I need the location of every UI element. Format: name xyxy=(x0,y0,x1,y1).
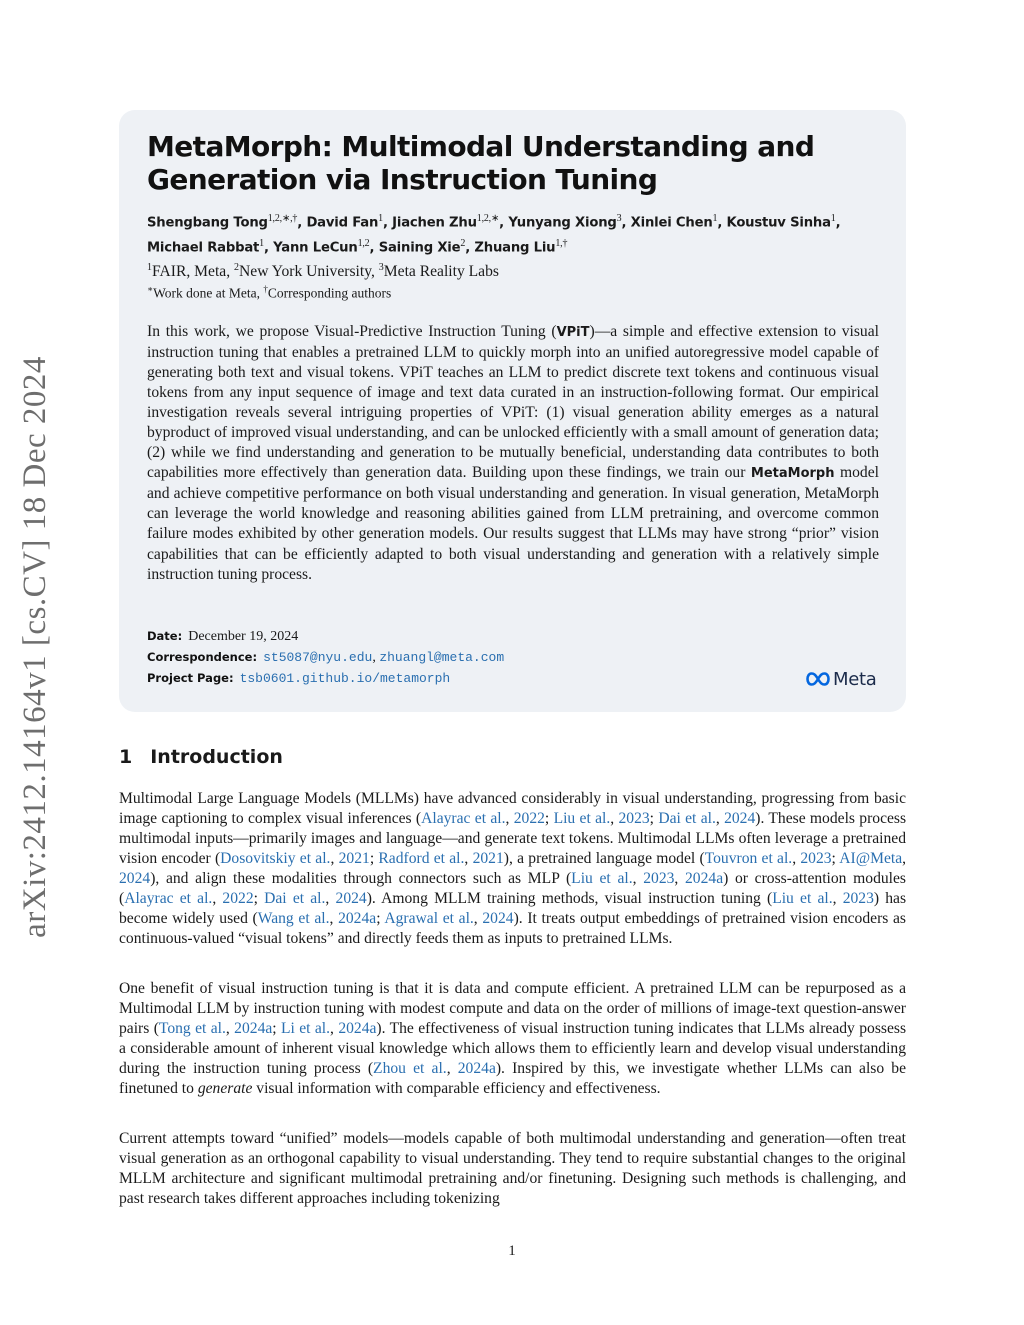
author-list: Shengbang Tong$^{1,2,∗,\dagger}$, David Fan$^1$, Jiachen Zhu$^{1,2,∗}$, Yunyang Xiong$^3$, Xinlei Chen$^1$, Koustuv Sinha$^1$, Michael Rabbat$^1$, Yann LeCun$^{1,2}$, Saining Xie$^2$, Zhuang Liu$^{1,\dagger}$ xyxy=(147,213,841,256)
paper-title: MetaMorph: Multimodal Understanding and Generation via Instruction Tuning xyxy=(147,130,815,196)
author-name: David Fan xyxy=(306,215,379,231)
author-name: Zhuang Liu xyxy=(474,240,556,256)
email-link-2[interactable]: zhuangl@meta.com xyxy=(379,650,505,665)
citation-link[interactable]: 2022 xyxy=(513,810,545,828)
author-affiliation-mark: 1,2 xyxy=(357,238,370,250)
citation-link[interactable]: Dai et al. xyxy=(264,890,326,908)
citation-link[interactable]: 2024a xyxy=(457,1060,496,1078)
author-notes: ∗Work done at Meta, †Corresponding authors xyxy=(147,284,392,301)
citation-link[interactable]: Dai et al. xyxy=(658,810,716,828)
vpit-term: VPiT xyxy=(556,325,590,340)
affiliation-mark: 3 xyxy=(378,262,384,273)
citation-link[interactable]: Liu et al. xyxy=(571,870,633,888)
citation-link[interactable]: Dosovitskiy et al. xyxy=(220,850,331,868)
citation-link[interactable]: Alayrac et al. xyxy=(421,810,506,828)
section-title: Introduction xyxy=(150,746,283,768)
meta-infinity-icon xyxy=(806,672,830,686)
citation-link[interactable]: 2021 xyxy=(338,850,370,868)
correspondence-row: Correspondence: st5087@nyu.edu, zhuangl@meta.com xyxy=(147,650,505,665)
citation-link[interactable]: 2024 xyxy=(119,870,151,888)
author-affiliation-mark: 1 xyxy=(830,213,836,224)
author-name: Jiachen Zhu xyxy=(392,215,477,231)
author-affiliation-mark: 1 xyxy=(378,213,383,224)
citation-link[interactable]: 2021 xyxy=(472,850,504,868)
author-name: Michael Rabbat xyxy=(147,240,260,256)
project-page-link[interactable]: tsb0601.github.io/metamorph xyxy=(239,671,451,686)
citation-link[interactable]: Wang et al. xyxy=(257,910,330,928)
citation-link[interactable]: 2024 xyxy=(482,910,514,928)
affiliation-mark: 1 xyxy=(147,262,152,273)
citation-link[interactable]: Liu et al. xyxy=(772,890,833,908)
author-name: Koustuv Sinha xyxy=(726,215,831,231)
author-affiliation-mark: 1,† xyxy=(555,238,568,250)
intro-paragraph-1: Multimodal Large Language Models (MLLMs) have advanced considerably in visual understanding, progressing from basic image captioning to complex visual inferences (Alayrac et al., 2022; Liu et al., 2023; Dai et al., 2024). These models process multimodal inputs—primarily images and language—and generate text tokens. Multimodal LLMs often leverage a pretrained vision encoder (Dosovitskiy et al., 2021; Radford et al., 2021), a pretrained language model (Touvron et al., 2023; AI@Meta, 2024), and align these modalities through connectors such as MLP (Liu et al., 2023, 2024a) or cross-attention modules (Alayrac et al., 2022; Dai et al., 2024). Among MLLM training methods, visual instruction tuning (Liu et al., 2023) has become widely used (Wang et al., 2024a; Agrawal et al., 2024). It treats output embeddings of pretrained vision encoders as continuous-valued “visual tokens” and directly feeds them as inputs to pretrained LLMs. xyxy=(119,790,907,948)
citation-link[interactable]: AI@Meta xyxy=(839,850,903,868)
affiliation-mark: 2 xyxy=(234,262,240,273)
date-row xyxy=(147,627,298,646)
author-name: Yunyang Xiong xyxy=(508,215,617,231)
author-name: Shengbang Tong xyxy=(147,215,268,231)
project-row xyxy=(147,669,450,688)
citation-link[interactable]: 2023 xyxy=(643,870,675,888)
author-affiliation-mark: 2 xyxy=(460,238,466,250)
author-affiliation-mark: 1,2,∗,† xyxy=(267,213,298,224)
citation-link[interactable]: Alayrac et al. xyxy=(124,890,213,908)
citation-link[interactable]: 2024a xyxy=(338,910,377,928)
email-link-1[interactable]: st5087@nyu.edu xyxy=(263,650,373,665)
metamorph-term: MetaMorph xyxy=(750,466,835,482)
affiliation-name: FAIR, Meta xyxy=(152,263,227,281)
author-name: Saining Xie xyxy=(378,240,461,256)
author-affiliation-mark: 1 xyxy=(259,238,264,250)
citation-link[interactable]: 2023 xyxy=(800,850,832,868)
citation-link[interactable]: 2023 xyxy=(842,890,874,908)
citation-link[interactable]: Liu et al. xyxy=(553,810,611,828)
author-affiliation-mark: 3 xyxy=(616,213,622,224)
project-label: Project Page: xyxy=(147,671,234,685)
affiliation-name: Meta Reality Labs xyxy=(383,263,499,281)
correspondence-label: Correspondence: xyxy=(147,650,258,664)
citation-link[interactable]: Agrawal et al. xyxy=(384,910,474,928)
date-label: Date: xyxy=(147,629,183,643)
author-affiliation-mark: 1 xyxy=(712,213,718,224)
meta-wordmark: Meta xyxy=(833,668,877,690)
citation-link[interactable]: 2024a xyxy=(685,870,724,888)
affiliations: $^1$FAIR, Meta, $^2$New York University, $^3$Meta Reality Labs xyxy=(147,262,499,281)
citation-link[interactable]: 2023 xyxy=(618,810,650,828)
section-heading xyxy=(119,745,283,769)
emphasis: generate xyxy=(197,1080,253,1098)
citation-link[interactable]: Zhou et al. xyxy=(373,1060,447,1078)
citation-link[interactable]: 2024 xyxy=(724,810,756,828)
author-affiliation-mark: 1,2,∗ xyxy=(476,213,500,224)
intro-paragraph-2: One benefit of visual instruction tuning is that it is data and compute efficient. A pretrained LLM can be repurposed as a Multimodal LLM by instruction tuning with modest compute and data on the order of millions of image-text question-answer pairs (Tong et al., 2024a; Li et al., 2024a). The effectiveness of visual instruction tuning indicates that LLMs already possess a considerable amount of inherent visual knowledge which allows them to efficiently learn and develop visual understanding during the instruction tuning process (Zhou et al., 2024a). Inspired by this, we investigate whether LLMs can also be finetuned to generate visual information with comparable efficiency and effectiveness. xyxy=(119,980,907,1098)
intro-paragraph-3: Current attempts toward “unified” models—models capable of both multimodal understanding and generation—often treat visual generation as an orthogonal capability to visual understanding. They tend to require substantial changes to the original MLLM architecture and significant multimodal pretraining and/or finetuning. Designing such methods is challenging, and past research takes different approaches including tokenizing xyxy=(119,1130,906,1208)
citation-link[interactable]: Li et al. xyxy=(281,1020,331,1038)
page-number: 1 xyxy=(508,1243,516,1259)
citation-link[interactable]: Touvron et al. xyxy=(704,850,793,868)
citation-link[interactable]: 2024 xyxy=(335,890,367,908)
citation-link[interactable]: Radford et al. xyxy=(378,850,465,868)
date-value: December 19, 2024 xyxy=(188,629,299,644)
arxiv-identifier: arXiv:2412.14164v1 [cs.CV] 18 Dec 2024 xyxy=(17,356,53,938)
meta-logo xyxy=(806,667,877,691)
citation-link[interactable]: Tong et al. xyxy=(158,1020,226,1038)
section-number: 1 xyxy=(119,746,133,768)
affiliation-name: New York University xyxy=(239,263,371,281)
abstract: In this work, we propose Visual-Predictive Instruction Tuning (VPiT)—a simple and effective extension to visual instruction tuning that enables a pretrained LLM to quickly morph into an unified autoregressive model capable of generating both text and visual tokens. VPiT teaches an LLM to predict discrete text tokens and continuous visual tokens from any input sequence of image and text data curated in an instruction-following format. Our empirical investigation reveals several intriguing properties of VPiT: (1) visual generation ability emerges as a natural byproduct of improved visual understanding, and can be unlocked efficiently with a small amount of generation data; (2) while we find understanding and generation to be mutually beneficial, understanding data contributes to both capabilities more effectively than generation data. Building upon these findings, we train our MetaMorph model and achieve competitive performance on both visual understanding and generation. In visual generation, MetaMorph can leverage the world knowledge and reasoning abilities gained from LLM pretraining, and overcome common failure modes exhibited by other generation models. Our results suggest that LLMs may have strong “prior” vision capabilities that can be efficiently adapted to both visual understanding and generation with a relatively simple instruction tuning process. xyxy=(147,323,879,583)
citation-link[interactable]: 2024a xyxy=(234,1020,273,1038)
author-name: Yann LeCun xyxy=(273,240,358,256)
citation-link[interactable]: 2024a xyxy=(338,1020,377,1038)
author-name: Xinlei Chen xyxy=(630,215,713,231)
citation-link[interactable]: 2022 xyxy=(222,890,254,908)
